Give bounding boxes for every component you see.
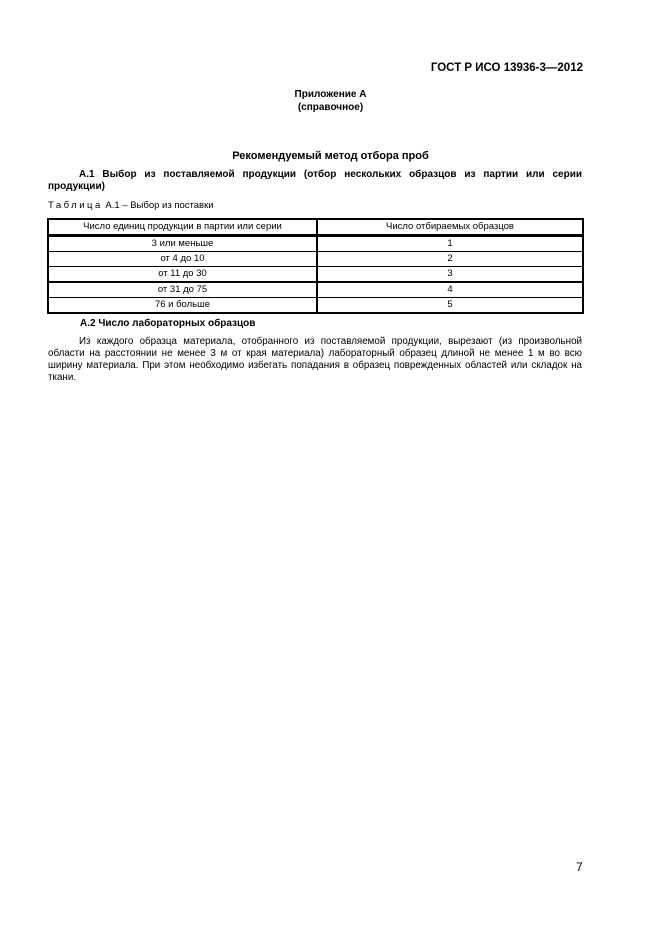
column-header-units: Число единиц продукции в партии или серии — [48, 219, 317, 236]
clause-a2-heading: А.2 Число лабораторных образцов — [80, 318, 256, 329]
section-title: Рекомендуемый метод отбора проб — [232, 150, 429, 162]
table-cell: 76 и больше — [48, 298, 317, 314]
column-header-samples: Число отбираемых образцов — [317, 219, 583, 236]
appendix-heading — [0, 88, 661, 114]
table-caption-prefix: Таблица — [48, 200, 103, 211]
table-row — [48, 267, 583, 283]
table-row — [48, 236, 583, 252]
table-row — [48, 298, 583, 314]
table-cell: 2 — [317, 252, 583, 267]
table-caption-text: А.1 – Выбор из поставки — [105, 200, 214, 211]
clause-a1-heading: А.1 Выбор из поставляемой продукции (отбор нескольких образцов из партии или серии продукции) — [48, 169, 582, 192]
table-cell: 3 — [317, 267, 583, 283]
table-row — [48, 252, 583, 267]
table-cell: от 31 до 75 — [48, 282, 317, 298]
table-cell: 5 — [317, 298, 583, 314]
document-header-id: ГОСТ Р ИСО 13936-3—2012 — [430, 62, 583, 74]
table-cell: 1 — [317, 236, 583, 252]
appendix-title: Приложение А — [294, 89, 367, 100]
sampling-table — [47, 218, 584, 314]
page-number: 7 — [576, 860, 583, 874]
appendix-subtitle: (справочное) — [297, 102, 364, 113]
table-caption — [48, 200, 214, 211]
table-cell: от 4 до 10 — [48, 252, 317, 267]
table-cell: 3 или меньше — [48, 236, 317, 252]
table-cell: 4 — [317, 282, 583, 298]
clause-a2-text: Из каждого образца материала, отобранного из поставляемой продукции, вырезают (из произвольной области на расстоянии не менее 3 м от края материала) лабораторный образец длиной не менее 1 м во всю ширину материала. При этом необходимо избегать попадания в образец поврежденных областей или складок на ткани. — [48, 336, 582, 383]
table-cell: от 11 до 30 — [48, 267, 317, 283]
table-row — [48, 282, 583, 298]
table-header-row — [48, 219, 583, 236]
